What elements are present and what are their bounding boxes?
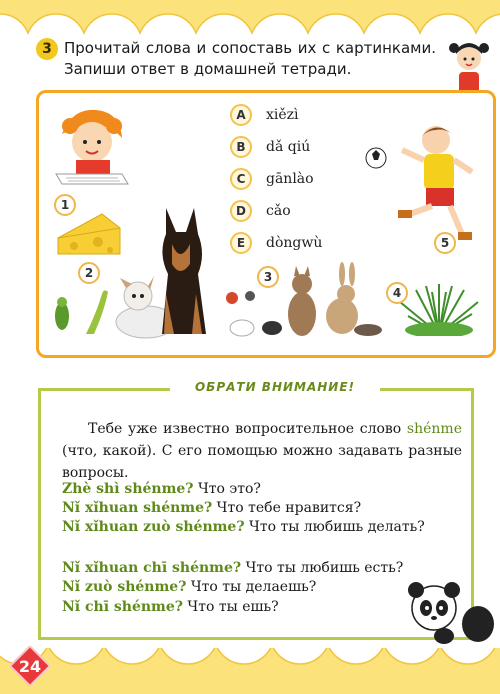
note-intro-after: (что, какой). С его помощью можно задавать разные вопросы.: [62, 443, 462, 481]
top-wave-border: [0, 0, 500, 34]
word-text-a: xiězì: [266, 107, 299, 123]
question-pinyin: Zhè shì shénme?: [62, 481, 194, 497]
bottom-wave-border: [0, 648, 500, 694]
question-translation: Что ты любишь делать?: [249, 519, 425, 535]
attention-heading: ОБРАТИ ВНИМАНИЕ!: [170, 380, 380, 396]
page-number: 24: [18, 656, 42, 676]
question-line-3: [62, 516, 466, 538]
question-translation: Что тебе нравится?: [216, 500, 362, 516]
word-row-a: [230, 104, 299, 126]
picture-number-5: 5: [434, 232, 456, 254]
question-translation: Что ты ешь?: [187, 599, 279, 615]
note-intro-before: Тебе уже известно вопросительное слово: [88, 421, 402, 437]
boy-football-picture: [362, 118, 482, 248]
question-pinyin: Nǐ xǐhuan zuò shénme?: [62, 519, 245, 535]
question-pinyin: Nǐ xǐhuan shénme?: [62, 500, 213, 516]
note-intro-text: [62, 418, 462, 484]
word-row-b: [230, 136, 310, 158]
task-instruction: Прочитай слова и сопоставь их с картинками. Запиши ответ в домашней тетради.: [64, 39, 436, 78]
word-letter-a: A: [230, 104, 252, 126]
question-translation: Что ты любишь есть?: [245, 560, 404, 576]
word-text-e: dòngwù: [266, 235, 323, 251]
question-pinyin: Nǐ chī shénme?: [62, 599, 183, 615]
word-letter-b: B: [230, 136, 252, 158]
word-letter-d: D: [230, 200, 252, 222]
picture-number-1: 1: [54, 194, 76, 216]
question-translation: Что это?: [197, 481, 261, 497]
word-text-d: cǎo: [266, 203, 291, 219]
picture-number-3: 3: [257, 266, 279, 288]
word-letter-c: C: [230, 168, 252, 190]
word-text-c: gānlào: [266, 171, 314, 187]
animals-picture: [46, 204, 386, 344]
grass-picture: [396, 282, 482, 336]
page-number-badge: [10, 646, 50, 686]
question-translation: Что ты делаешь?: [190, 579, 317, 595]
panda-illustration-icon: [404, 578, 496, 646]
task-number-badge: 3: [36, 38, 58, 60]
word-text-b: dǎ qiú: [266, 139, 311, 155]
question-pinyin: Nǐ zuò shénme?: [62, 579, 187, 595]
picture-number-4: 4: [386, 282, 408, 304]
note-intro-word: shénme: [406, 421, 462, 437]
picture-number-2: 2: [78, 262, 100, 284]
child-writing-picture: [52, 104, 132, 190]
word-row-c: [230, 168, 314, 190]
word-letter-e: E: [230, 232, 252, 254]
question-pinyin: Nǐ xǐhuan chī shénme?: [62, 560, 242, 576]
